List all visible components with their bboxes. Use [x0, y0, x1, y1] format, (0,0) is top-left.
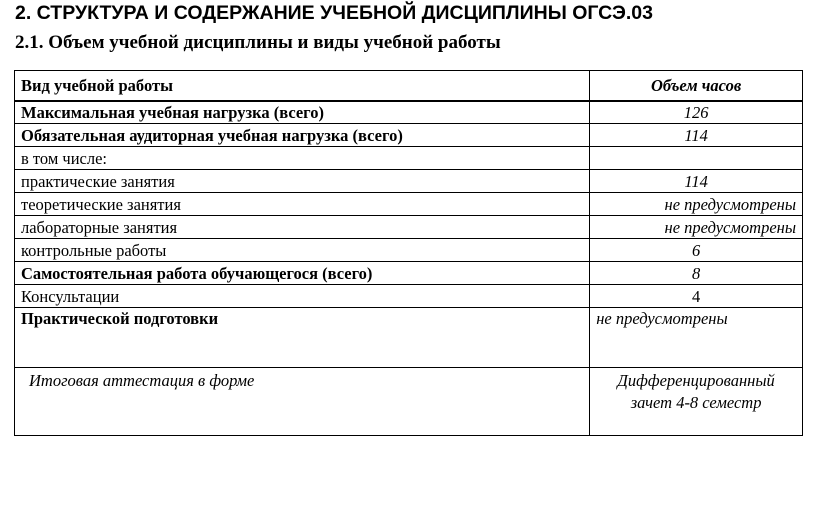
table-row [15, 216, 803, 239]
table-row [15, 308, 803, 368]
table-row [15, 239, 803, 262]
row-kind-cell: Итоговая аттестация в форме [15, 368, 590, 436]
table-row [15, 147, 803, 170]
row-kind-cell: Обязательная аудиторная учебная нагрузка (всего) [15, 124, 590, 147]
table-row [15, 193, 803, 216]
row-hours-cell: 114 [590, 124, 803, 147]
row-hours-cell: 126 [590, 101, 803, 124]
table-row [15, 368, 803, 436]
row-hours-cell [590, 147, 803, 170]
study-hours-table [14, 70, 803, 436]
row-hours-cell: Дифференцированный зачет 4-8 семестр [590, 368, 803, 436]
header-kind-cell: Вид учебной работы [15, 71, 590, 101]
row-kind-cell: Практической подготовки [15, 308, 590, 368]
row-hours-cell: 114 [590, 170, 803, 193]
row-kind-cell: контрольные работы [15, 239, 590, 262]
row-kind-cell: Максимальная учебная нагрузка (всего) [15, 101, 590, 124]
row-hours-cell: не предусмотрены [590, 193, 803, 216]
section-subtitle: 2.1. Объем учебной дисциплины и виды учебной работы [15, 32, 501, 53]
table-row [15, 124, 803, 147]
row-kind-cell: в том числе: [15, 147, 590, 170]
table-row [15, 170, 803, 193]
row-hours-cell: 6 [590, 239, 803, 262]
row-hours-cell: не предусмотрены [590, 308, 803, 368]
row-kind-cell: Самостоятельная работа обучающегося (всего) [15, 262, 590, 285]
table-row [15, 101, 803, 124]
row-hours-cell: 8 [590, 262, 803, 285]
table-header-row [15, 71, 803, 101]
row-hours-cell: не предусмотрены [590, 216, 803, 239]
section-title: 2. СТРУКТУРА И СОДЕРЖАНИЕ УЧЕБНОЙ ДИСЦИПЛИНЫ ОГСЭ.03 [15, 2, 653, 24]
header-hours-cell: Объем часов [590, 71, 803, 101]
table-row [15, 285, 803, 308]
row-kind-cell: теоретические занятия [15, 193, 590, 216]
table-row [15, 262, 803, 285]
row-kind-cell: лабораторные занятия [15, 216, 590, 239]
row-kind-cell: практические занятия [15, 170, 590, 193]
row-hours-cell: 4 [590, 285, 803, 308]
row-kind-cell: Консультации [15, 285, 590, 308]
